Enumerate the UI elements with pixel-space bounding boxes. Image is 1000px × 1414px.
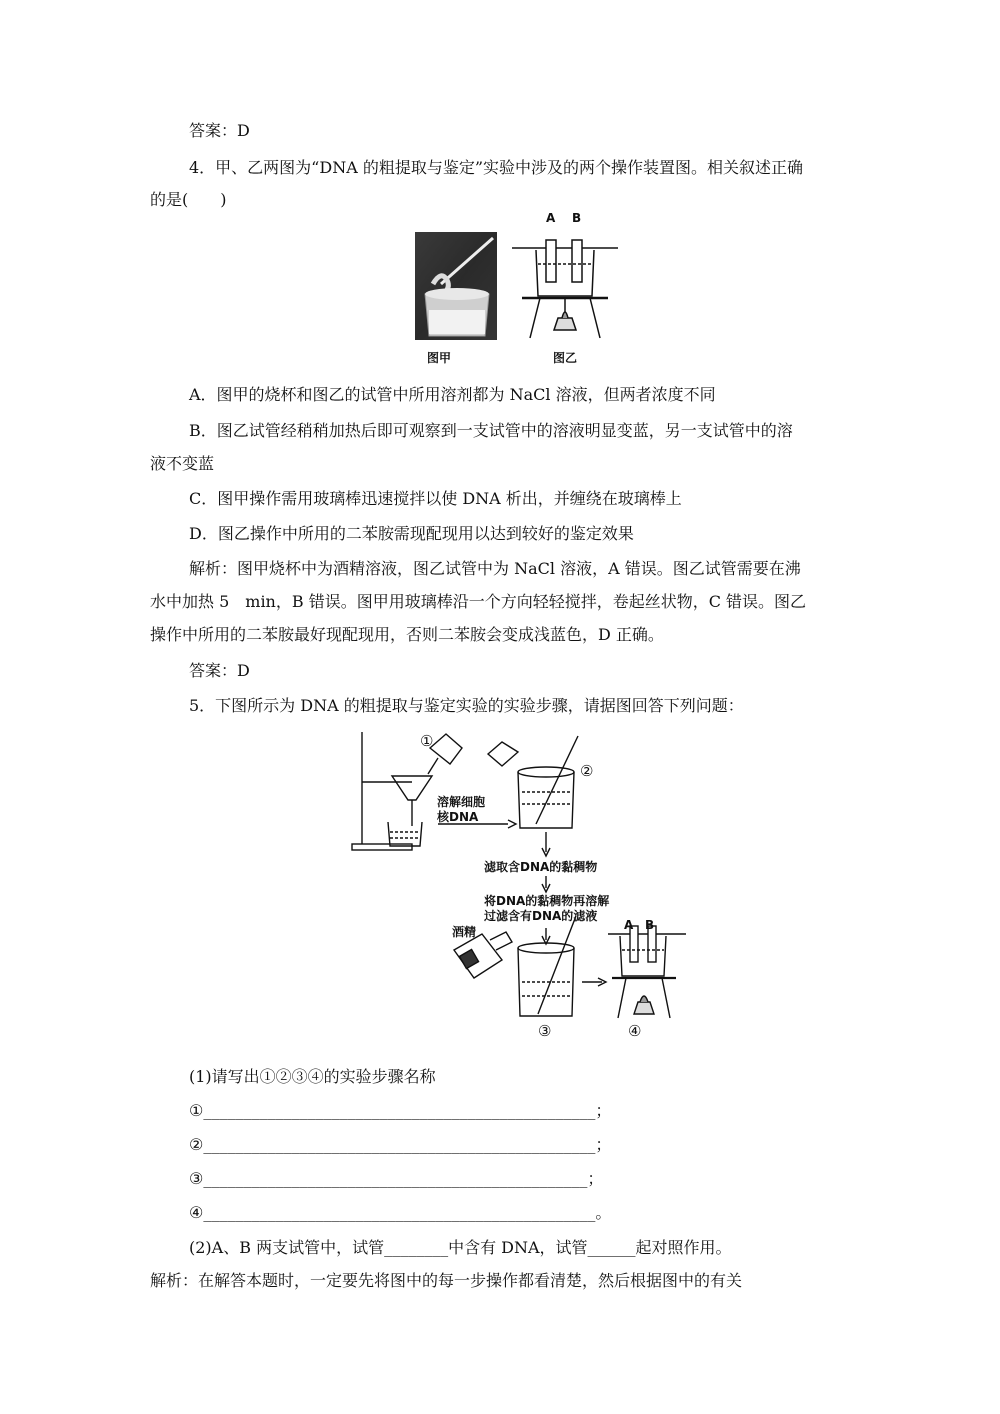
q5-procedure-figure: [350, 728, 690, 1038]
q5-fig-step-filter: 滤取含DNA的黏稠物: [484, 860, 598, 874]
q4-option-b-line2: 液不变蓝: [150, 454, 215, 473]
q5-blank2: ②_________________________________________________；: [189, 1135, 612, 1154]
q5-fig-tube-a: A: [624, 918, 634, 932]
q5-fig-step-redissolve-a: 将DNA的黏稠物再溶解: [484, 894, 610, 908]
q5-fig-mark2: ②: [580, 762, 594, 780]
q5-sub1-prompt: (1)请写出①②③④的实验步骤名称: [189, 1067, 436, 1086]
q4-analysis-line1: 解析：图甲烧杯中为酒精溶液，图乙试管中为 NaCl 溶液，A 错误。图乙试管需要在沸: [189, 559, 801, 578]
q5-blank4: ④_________________________________________________。: [189, 1203, 612, 1222]
q5-stem: 5．下图所示为 DNA 的粗提取与鉴定实验的实验步骤，请据图回答下列问题：: [189, 696, 744, 715]
q5-analysis: 解析：在解答本题时，一定要先将图中的每一步操作都看清楚，然后根据图中的有关: [150, 1271, 743, 1290]
q5-fig-mark4: ④: [628, 1022, 642, 1040]
q4-answer: 答案：D: [189, 661, 250, 680]
q5-fig-step-redissolve-b: 过滤含有DNA的滤液: [484, 909, 598, 923]
figure-yi-tube-b: B: [572, 211, 582, 225]
q5-fig-mark3: ③: [538, 1022, 552, 1040]
q5-sub2: (2)A、B 两支试管中，试管________中含有 DNA，试管______起对照作用。: [189, 1238, 732, 1257]
figure-yi-tube-a: A: [546, 211, 556, 225]
q4-option-a: A．图甲的烧杯和图乙的试管中所用溶剂都为 NaCl 溶液，但两者浓度不同: [189, 385, 716, 404]
q5-fig-tube-b: B: [645, 918, 655, 932]
q4-stem-line2: 的是( ): [150, 190, 227, 209]
figure-jia-caption: 图甲: [427, 351, 452, 365]
q5-fig-mark1: ①: [420, 732, 434, 750]
q5-fig-alcohol-label: 酒精: [452, 925, 477, 939]
q5-blank1: ①_________________________________________________；: [189, 1101, 612, 1120]
q4-analysis-line2: 水中加热 5 min，B 错误。图甲用玻璃棒沿一个方向轻轻搅拌，卷起丝状物，C 错误。图乙: [150, 592, 807, 611]
figure-yi-apparatus: [510, 226, 620, 346]
q3-answer: 答案：D: [189, 121, 250, 140]
q5-fig-arrow-label-1b: 核DNA: [437, 810, 479, 824]
q4-option-b-line1: B．图乙试管经稍稍加热后即可观察到一支试管中的溶液明显变蓝，另一支试管中的溶: [189, 421, 793, 440]
q4-analysis-line3: 操作中所用的二苯胺最好现配现用，否则二苯胺会变成浅蓝色，D 正确。: [150, 625, 664, 644]
q4-option-c: C．图甲操作需用玻璃棒迅速搅拌以使 DNA 析出，并缠绕在玻璃棒上: [189, 489, 682, 508]
q5-blank3: ③________________________________________________；: [189, 1169, 604, 1188]
figure-jia-photo: [415, 232, 497, 340]
figure-yi-caption: 图乙: [553, 351, 578, 365]
q5-fig-arrow-label-1a: 溶解细胞: [437, 795, 486, 809]
q4-stem-line1: 4．甲、乙两图为“DNA 的粗提取与鉴定”实验中涉及的两个操作装置图。相关叙述正确: [189, 158, 804, 177]
q4-option-d: D．图乙操作中所用的二苯胺需现配现用以达到较好的鉴定效果: [189, 524, 634, 543]
